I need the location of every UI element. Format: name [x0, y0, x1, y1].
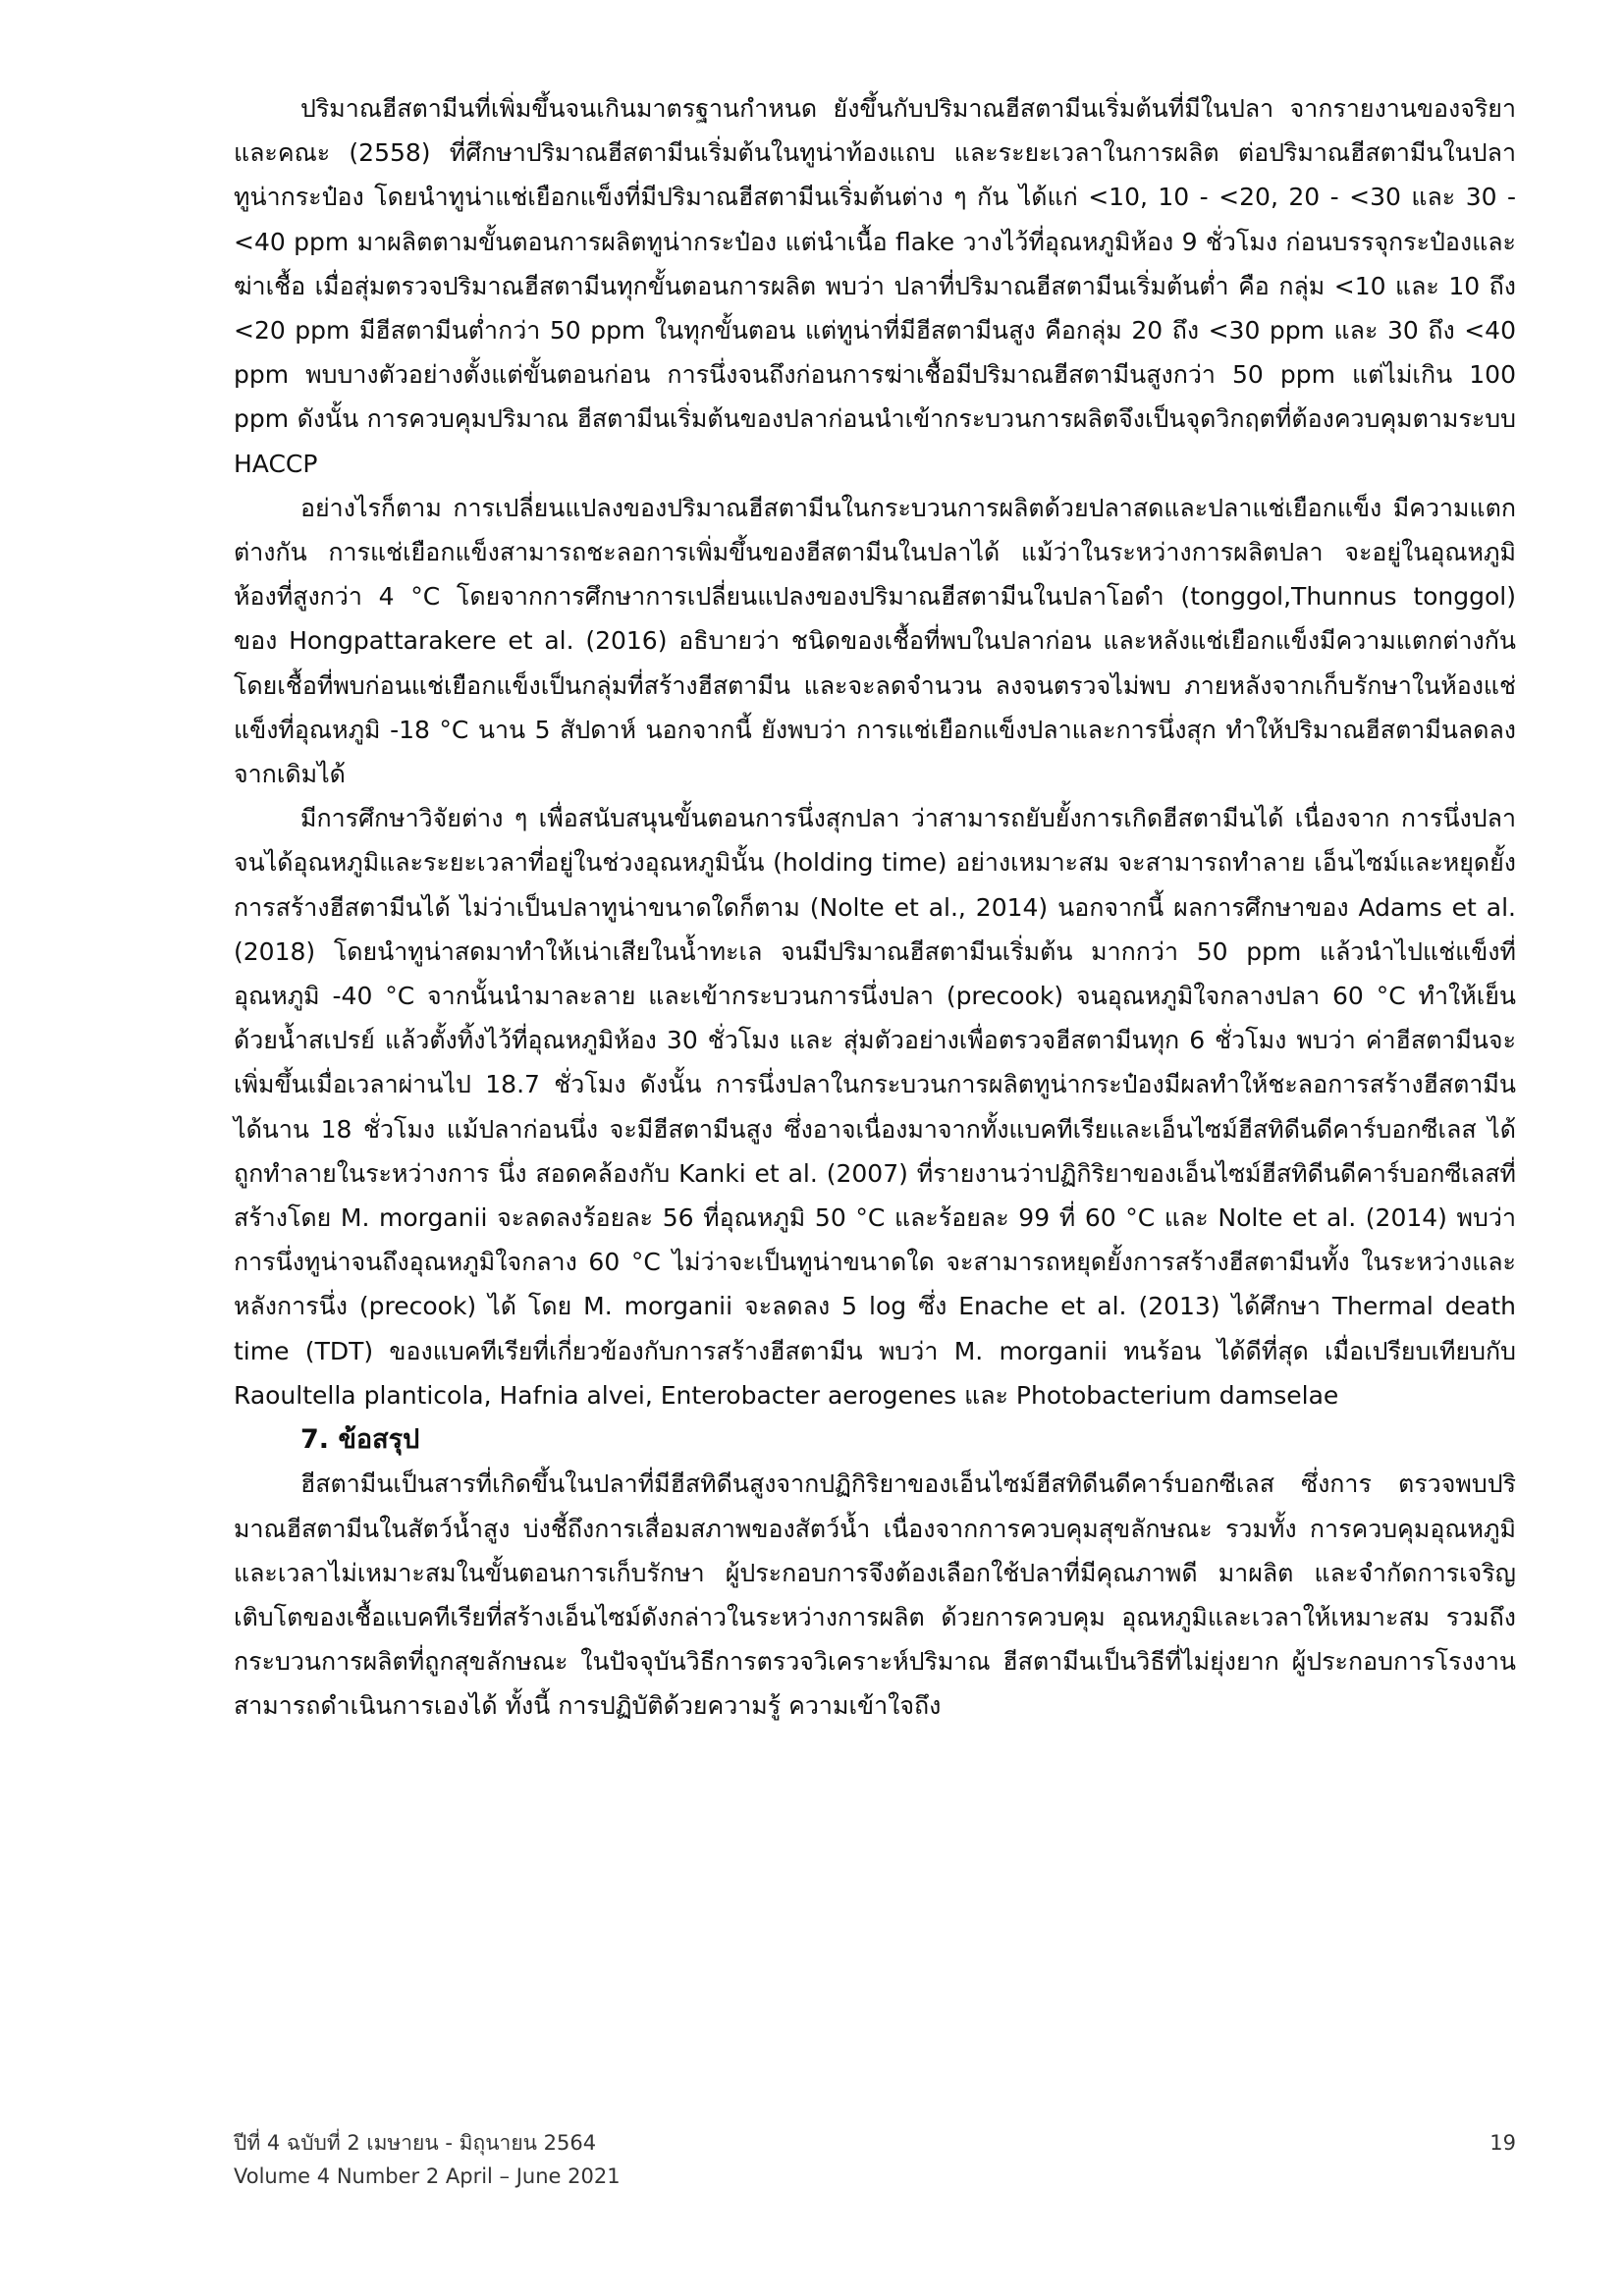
- footer-thai-issue: ปีที่ 4 ฉบับที่ 2 เมษายน - มิถุนายน 2564: [234, 2131, 597, 2155]
- footer-english-issue: Volume 4 Number 2 April – June 2021: [234, 2164, 621, 2188]
- page-number: 19: [1489, 2131, 1516, 2155]
- paragraph-conclusion: ฮีสตามีนเป็นสารที่เกิดขึ้นในปลาที่มีฮีสทิดีนสูงจากปฏิกิริยาของเอ็นไซม์ฮีสทิดีนดีคาร์บอกซีเลส ซึ่งการ ตรวจพบปริมาณฮีสตามีนในสัตว์น้ำสูง บ่งชี้ถึงการเสื่อมสภาพของสัตว์น้ำ เนื่องจากการควบคุมสุขลักษณะ รวมทั้ง การควบคุมอุณหภูมิและเวลาไม่เหมาะสมในขั้นตอนการเก็บรักษา ผู้ประกอบการจึงต้องเลือกใช้ปลาที่มีคุณภาพดี มาผลิต และจำกัดการเจริญเติบโตของเชื้อแบคทีเรียที่สร้างเอ็นไซม์ดังกล่าวในระหว่างการผลิต ด้วยการควบคุม อุณหภูมิและเวลาให้เหมาะสม รวมถึงกระบวนการผลิตที่ถูกสุขลักษณะ ในปัจจุบันวิธีการตรวจวิเคราะห์ปริมาณ ฮีสตามีนเป็นวิธีที่ไม่ยุ่งยาก ผู้ประกอบการโรงงานสามารถดำเนินการเองได้ ทั้งนี้ การปฏิบัติด้วยความรู้ ความเข้าใจถึง: [234, 1469, 1516, 1721]
- paragraph-histamine-initial: ปริมาณฮีสตามีนที่เพิ่มขึ้นจนเกินมาตรฐานกำหนด ยังขึ้นกับปริมาณฮีสตามีนเริ่มต้นที่มีในปลา จากรายงานของจริยาและคณะ (2558) ที่ศึกษาปริมาณฮีสตามีนเริ่มต้นในทูน่าท้องแถบ และระยะเวลาในการผลิต ต่อปริมาณฮีสตามีนในปลาทูน่ากระป๋อง โดยนำทูน่าแช่เยือกแข็งที่มีปริมาณฮีสตามีนเริ่มต้นต่าง ๆ กัน ได้แก่ <10, 10 - <20, 20 - <30 และ 30 - <40 ppm มาผลิตตามขั้นตอนการผลิตทูน่ากระป๋อง แต่นำเนื้อ flake วางไว้ที่อุณหภูมิห้อง 9 ชั่วโมง ก่อนบรรจุกระป๋องและฆ่าเชื้อ เมื่อสุ่มตรวจปริมาณฮีสตามีนทุกขั้นตอนการผลิต พบว่า ปลาที่ปริมาณฮีสตามีนเริ่มต้นต่ำ คือ กลุ่ม <10 และ 10 ถึง <20 ppm มีฮีสตามีนต่ำกว่า 50 ppm ในทุกขั้นตอน แต่ทูน่าที่มีฮีสตามีนสูง คือกลุ่ม 20 ถึง <30 ppm และ 30 ถึง <40 ppm พบบางตัวอย่างตั้งแต่ขั้นตอนก่อน การนึ่งจนถึงก่อนการฆ่าเชื้อมีปริมาณฮีสตามีนสูงกว่า 50 ppm แต่ไม่เกิน 100 ppm ดังนั้น การควบคุมปริมาณ ฮีสตามีนเริ่มต้นของปลาก่อนนำเข้ากระบวนการผลิตจึงเป็นจุดวิกฤตที่ต้องควบคุมตามระบบ HACCP: [234, 94, 1516, 478]
- paragraph-freezing-effect: อย่างไรก็ตาม การเปลี่ยนแปลงของปริมาณฮีสตามีนในกระบวนการผลิตด้วยปลาสดและปลาแช่เยือกแข็ง มีความแตกต่างกัน การแช่เยือกแข็งสามารถชะลอการเพิ่มขึ้นของฮีสตามีนในปลาได้ แม้ว่าในระหว่างการผลิตปลา จะอยู่ในอุณหภูมิห้องที่สูงกว่า 4 °C โดยจากการศึกษาการเปลี่ยนแปลงของปริมาณฮีสตามีนในปลาโอดำ (tonggol,Thunnus tonggol) ของ Hongpattarakere et al. (2016) อธิบายว่า ชนิดของเชื้อที่พบในปลาก่อน และหลังแช่เยือกแข็งมีความแตกต่างกัน โดยเชื้อที่พบก่อนแช่เยือกแข็งเป็นกลุ่มที่สร้างฮีสตามีน และจะลดจำนวน ลงจนตรวจไม่พบ ภายหลังจากเก็บรักษาในห้องแช่แข็งที่อุณหภูมิ -18 °C นาน 5 สัปดาห์ นอกจากนี้ ยังพบว่า การแช่เยือกแข็งปลาและการนึ่งสุก ทำให้ปริมาณฮีสตามีนลดลงจากเดิมได้: [234, 493, 1516, 789]
- section-heading-conclusion: 7. ข้อสรุป: [300, 1424, 420, 1456]
- body-text: [234, 86, 1516, 1729]
- page-footer: [234, 2126, 1516, 2193]
- paragraph-precook-studies: มีการศึกษาวิจัยต่าง ๆ เพื่อสนับสนุนขั้นตอนการนึ่งสุกปลา ว่าสามารถยับยั้งการเกิดฮีสตามีนได้ เนื่องจาก การนึ่งปลาจนได้อุณหภูมิและระยะเวลาที่อยู่ในช่วงอุณหภูมินั้น (holding time) อย่างเหมาะสม จะสามารถทำลาย เอ็นไซม์และหยุดยั้งการสร้างฮีสตามีนได้ ไม่ว่าเป็นปลาทูน่าขนาดใดก็ตาม (Nolte et al., 2014) นอกจากนี้ ผลการศึกษาของ Adams et al. (2018) โดยนำทูน่าสดมาทำให้เน่าเสียในน้ำทะเล จนมีปริมาณฮีสตามีนเริ่มต้น มากกว่า 50 ppm แล้วนำไปแช่แข็งที่อุณหภูมิ -40 °C จากนั้นนำมาละลาย และเข้ากระบวนการนึ่งปลา (precook) จนอุณหภูมิใจกลางปลา 60 °C ทำให้เย็นด้วยน้ำสเปรย์ แล้วตั้งทิ้งไว้ที่อุณหภูมิห้อง 30 ชั่วโมง และ สุ่มตัวอย่างเพื่อตรวจฮีสตามีนทุก 6 ชั่วโมง พบว่า ค่าฮีสตามีนจะเพิ่มขึ้นเมื่อเวลาผ่านไป 18.7 ชั่วโมง ดังนั้น การนึ่งปลาในกระบวนการผลิตทูน่ากระป๋องมีผลทำให้ชะลอการสร้างฮีสตามีนได้นาน 18 ชั่วโมง แม้ปลาก่อนนึ่ง จะมีฮีสตามีนสูง ซึ่งอาจเนื่องมาจากทั้งแบคทีเรียและเอ็นไซม์ฮีสทิดีนดีคาร์บอกซีเลส ได้ถูกทำลายในระหว่างการ นึ่ง สอดคล้องกับ Kanki et al. (2007) ที่รายงานว่าปฏิกิริยาของเอ็นไซม์ฮีสทิดีนดีคาร์บอกซีเลสที่สร้างโดย M. morganii จะลดลงร้อยละ 56 ที่อุณหภูมิ 50 °C และร้อยละ 99 ที่ 60 °C และ Nolte et al. (2014) พบว่า การนึ่งทูน่าจนถึงอุณหภูมิใจกลาง 60 °C ไม่ว่าจะเป็นทูน่าขนาดใด จะสามารถหยุดยั้งการสร้างฮีสตามีนทั้ง ในระหว่างและหลังการนึ่ง (precook) ได้ โดย M. morganii จะลดลง 5 log ซึ่ง Enache et al. (2013) ได้ศึกษา Thermal death time (TDT) ของแบคทีเรียที่เกี่ยวข้องกับการสร้างฮีสตามีน พบว่า M. morganii ทนร้อน ได้ดีที่สุด เมื่อเปรียบเทียบกับ Raoultella planticola, Hafnia alvei, Enterobacter aerogenes และ Photobacterium damselae: [234, 804, 1516, 1410]
